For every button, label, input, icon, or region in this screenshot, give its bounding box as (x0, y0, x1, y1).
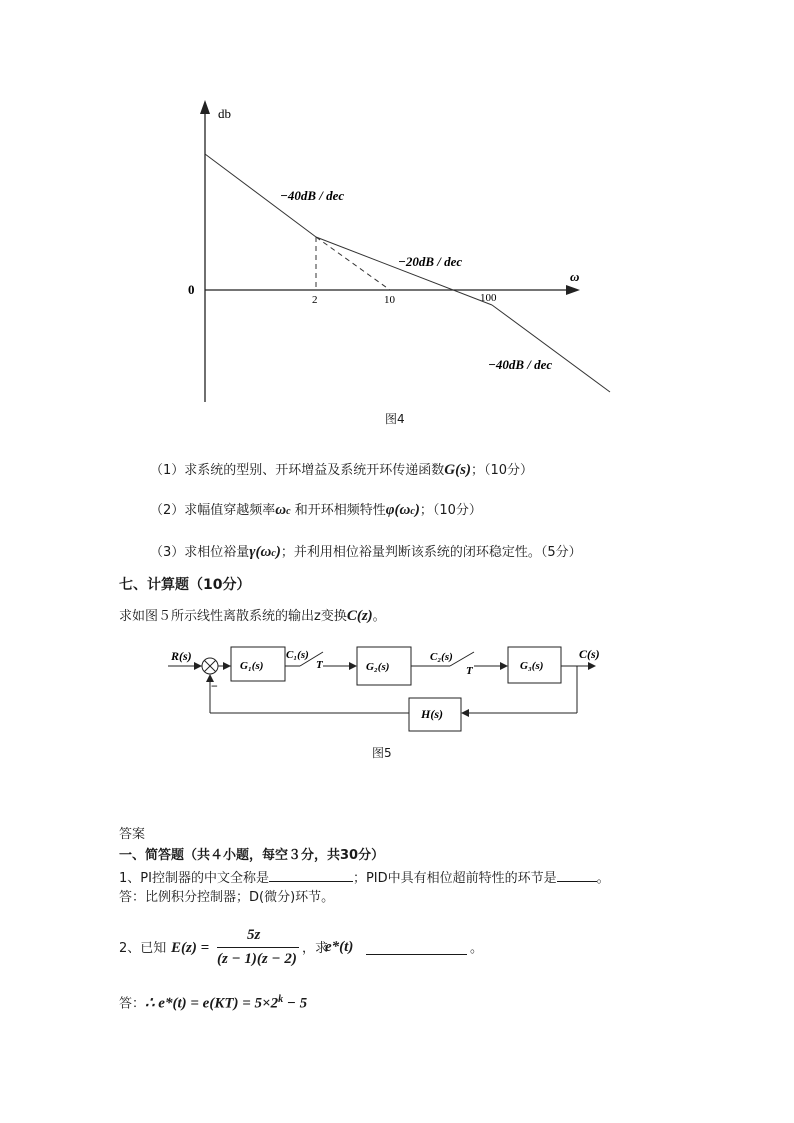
a-q2-target: e*(t) (325, 939, 354, 955)
sampler-2-switch (450, 652, 474, 666)
label-minus: − (211, 679, 218, 693)
q2-phi-sub: c (410, 506, 415, 517)
arrow-into-h (461, 709, 469, 717)
label-t1: T (316, 659, 323, 671)
answer-q1 (119, 869, 610, 888)
tick-label-100: 100 (480, 292, 497, 304)
arrow-output (588, 662, 596, 670)
label-g2: G₂(s) (366, 661, 390, 673)
label-input: R(s) (171, 649, 192, 663)
a-q2-numerator: 5z (247, 927, 261, 943)
x-axis-label: ω (570, 269, 580, 284)
a-q2-prefix: 2、已知 (119, 941, 167, 956)
figure-5-caption: 图5 (372, 746, 392, 760)
a-q2-fraction-bar (217, 947, 299, 948)
tick-label-2: 2 (312, 294, 318, 306)
s7-prompt-text: 求如图５所示线性离散系统的输出z变换 (119, 609, 347, 624)
answers-title: 答案 (119, 827, 146, 842)
q2-suffix: ；（10分） (419, 503, 482, 518)
label-c1: C₁(s) (286, 649, 309, 661)
arrow-into-g1 (223, 662, 231, 670)
origin-label: 0 (188, 282, 195, 297)
a-q2-end: 。 (470, 941, 484, 956)
answer-a1: 答：比例积分控制器；D(微分)环节。 (119, 890, 335, 905)
q3-gamma-sub: c (271, 548, 276, 559)
label-c2: C₂(s) (430, 651, 453, 663)
q1-suffix: ；（10分） (470, 463, 533, 478)
label-g3: G₃(s) (520, 660, 544, 672)
q2-omega: ω (275, 502, 287, 518)
q3-suffix: ；并利用相位裕量判断该系统的闭环稳定性。（5分） (280, 545, 582, 560)
a2-sup: k (278, 994, 284, 1005)
q1-text: （1）求系统的型别、开环增益及系统开环传递函数 (150, 463, 445, 478)
label-h: H(s) (421, 707, 443, 721)
slope-label-2: −20dB / dec (398, 254, 463, 269)
figure-4-caption: 图4 (385, 412, 405, 426)
a2-prefix: 答： (119, 996, 146, 1012)
a-q2-lhs: E(z) = (171, 940, 210, 956)
a-q1-prefix: 1、PI控制器的中文全称是 (119, 871, 269, 886)
q2-omega-sub: c (286, 506, 291, 517)
y-axis-label: db (218, 106, 231, 121)
slope-label-1: −40dB / dec (280, 188, 345, 203)
answers-section-1: 一、简答题（共４小题，每空３分，共30分） (119, 848, 385, 863)
q2-mid: 和开环相频特性 (294, 503, 386, 518)
q2-text: （2）求幅值穿越频率 (150, 503, 276, 518)
a-q2-denominator: (z − 1)(z − 2) (217, 951, 297, 967)
a-q1-mid: ；PID中具有相位超前特性的环节是 (352, 871, 557, 886)
tick-label-10: 10 (384, 294, 395, 306)
q2-phi: φ(ω (385, 502, 411, 518)
label-t2: T (466, 665, 473, 677)
slope-label-3: −40dB / dec (488, 357, 553, 372)
s7-prompt-suffix: 。 (372, 609, 386, 624)
q1-math: G(s) (444, 462, 471, 478)
label-output: C(s) (579, 647, 600, 661)
q3-text: （3）求相位裕量 (150, 545, 250, 560)
q3-gamma-end: ) (275, 544, 281, 560)
a2-math: ∴ e*(t) = e(KT) = 5×2 (145, 995, 279, 1012)
a-q1-end: 。 (596, 871, 610, 886)
answer-a2 (119, 991, 307, 1013)
blank-2 (557, 869, 597, 882)
section-7-heading: 七、计算题（10分） (119, 577, 251, 593)
a2-tail: − 5 (283, 995, 308, 1012)
label-g1: G₁(s) (240, 660, 264, 672)
blank-1 (269, 869, 353, 882)
q3-gamma: γ(ω (249, 544, 272, 560)
q2-phi-end: ) (414, 502, 420, 518)
blank-3 (366, 942, 467, 955)
s7-prompt-math: C(z) (346, 608, 373, 624)
arrow-into-sum (194, 662, 202, 670)
arrow-into-g3 (500, 662, 508, 670)
a-q2-mid: ，求 (302, 941, 329, 956)
arrow-into-g2 (349, 662, 357, 670)
